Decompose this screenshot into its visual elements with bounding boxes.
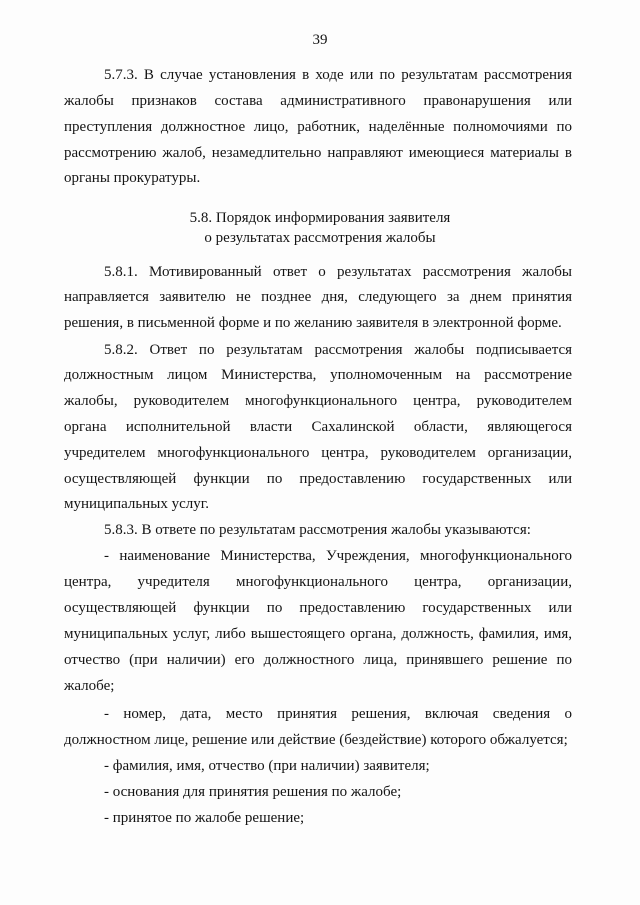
paragraph-line: учредителем многофункционального центра, руководителем организации, bbox=[64, 445, 572, 461]
paragraph-line: 5.8.1. Мотивированный ответ о результатах рассмотрения жалобы bbox=[104, 264, 572, 280]
paragraph-line: 5.8.3. В ответе по результатам рассмотрения жалобы указываются: bbox=[104, 522, 531, 538]
page-number: 39 bbox=[312, 32, 328, 48]
paragraph-line: 5.7.3. В случае установления в ходе или по результатам рассмотрения bbox=[104, 67, 572, 83]
list-item-line: - фамилия, имя, отчество (при наличии) заявителя; bbox=[104, 758, 430, 774]
list-item-line: осуществляющей функции по предоставлению государственных или bbox=[64, 600, 572, 616]
list-item-line: - принятое по жалобе решение; bbox=[104, 810, 305, 826]
list-item-line: - основания для принятия решения по жалобе; bbox=[104, 784, 402, 800]
paragraph-line: должностным лицом Министерства, уполномоченным на рассмотрение bbox=[64, 367, 572, 383]
paragraph-line: осуществляющей функции по предоставлению государственных или bbox=[64, 471, 572, 487]
list-item-line: центра, учредителя многофункционального центра, организации, bbox=[64, 574, 572, 590]
heading-line: о результатах рассмотрения жалобы bbox=[204, 230, 436, 246]
list-item-line: - наименование Министерства, Учреждения, многофункционального bbox=[104, 548, 572, 564]
paragraph-line: направляется заявителю не позднее дня, следующего за днем принятия bbox=[64, 289, 572, 305]
list-item-line: жалобе; bbox=[64, 678, 115, 694]
paragraph-line: жалобы, руководителем многофункционального центра, руководителем bbox=[64, 393, 572, 409]
paragraph-line: рассмотрению жалоб, незамедлительно направляют имеющиеся материалы в bbox=[64, 145, 572, 161]
paragraph-line: органа исполнительной власти Сахалинской области, являющегося bbox=[64, 419, 572, 435]
paragraph-line: преступления должностное лицо, работник, наделённые полномочиями по bbox=[64, 119, 572, 135]
paragraph-line: решения, в письменной форме и по желанию заявителя в электронной форме. bbox=[64, 315, 562, 331]
list-item-line: должностном лице, решение или действие (бездействие) которого обжалуется; bbox=[64, 732, 568, 748]
list-item-line: отчество (при наличии) его должностного лица, принявшего решение по bbox=[64, 652, 572, 668]
paragraph-line: жалобы признаков состава административного правонарушения или bbox=[64, 93, 572, 109]
heading-line: 5.8. Порядок информирования заявителя bbox=[189, 210, 451, 226]
list-item-line: муниципальных услуг, либо вышестоящего органа, должность, фамилия, имя, bbox=[64, 626, 572, 642]
paragraph-line: муниципальных услуг. bbox=[64, 496, 209, 512]
paragraph-line: 5.8.2. Ответ по результатам рассмотрения жалобы подписывается bbox=[104, 342, 572, 358]
paragraph-line: органы прокуратуры. bbox=[64, 170, 201, 186]
list-item-line: - номер, дата, место принятия решения, включая сведения о bbox=[104, 706, 572, 722]
